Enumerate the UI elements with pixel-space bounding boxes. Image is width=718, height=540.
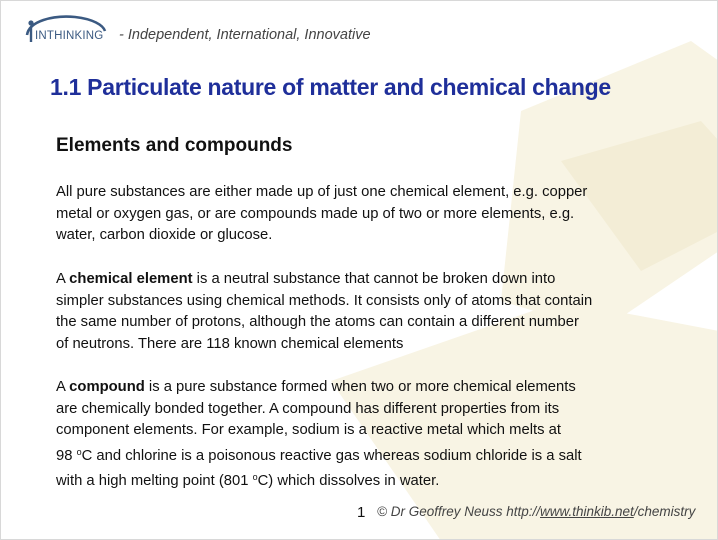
text-line: [56, 467, 706, 493]
paragraph-compound: [56, 377, 706, 493]
text-run: with a high melting point (801: [56, 473, 253, 489]
term-compound: compound: [69, 379, 145, 395]
text-run: A: [56, 271, 70, 287]
tagline: - Independent, International, Innovative: [119, 27, 371, 43]
degree-superscript: o: [76, 446, 82, 457]
page-title: 1.1 Particulate nature of matter and chemical change: [50, 74, 611, 100]
text-line: component elements. For example, sodium is a reactive metal which melts at: [56, 422, 561, 438]
text-run: A: [56, 379, 70, 395]
credit-prefix: © Dr Geoffrey Neuss http://: [377, 504, 541, 519]
footer: [357, 503, 707, 523]
copyright-credit: [377, 504, 695, 519]
text-run: is a pure substance formed when two or more chemical elements: [144, 379, 576, 395]
text-line: water, carbon dioxide or glucose.: [56, 227, 273, 243]
page-number: 1: [357, 504, 366, 521]
text-line: [56, 442, 706, 468]
text-line: [56, 269, 706, 291]
text-line: simpler substances using chemical methods. It consists only of atoms that contain: [56, 292, 593, 309]
header: [23, 13, 423, 47]
text-run: C and chlorine is a poisonous reactive gas whereas sodium chloride is a salt: [81, 447, 582, 464]
section-heading: Elements and compounds: [56, 135, 293, 156]
paragraph-pure-substances: [56, 182, 706, 247]
text-run: 98: [56, 447, 77, 464]
text-line: metal or oxygen gas, or are compounds made up of two or more elements, e.g.: [56, 205, 575, 222]
website-link[interactable]: www.thinkib.net: [540, 504, 634, 519]
text-line: the same number of protons, although the atoms can contain a different number: [56, 314, 579, 330]
text-line: All pure substances are either made up of just one chemical element, e.g. copper: [56, 184, 588, 200]
text-line: are chemically bonded together. A compound has different properties from its: [56, 400, 560, 417]
degree-superscript: o: [252, 472, 258, 482]
text-line: of neutrons. There are 118 known chemical elements: [56, 335, 404, 352]
text-run: is a neutral substance that cannot be broken down into: [192, 271, 556, 287]
text-run: C) which dissolves in water.: [257, 473, 440, 489]
credit-suffix: /chemistry: [633, 504, 696, 519]
paragraph-chemical-element: [56, 269, 706, 355]
logo-wordmark: INTHINKING: [35, 30, 104, 42]
text-line: [56, 377, 706, 399]
term-chemical-element: chemical element: [69, 271, 193, 287]
